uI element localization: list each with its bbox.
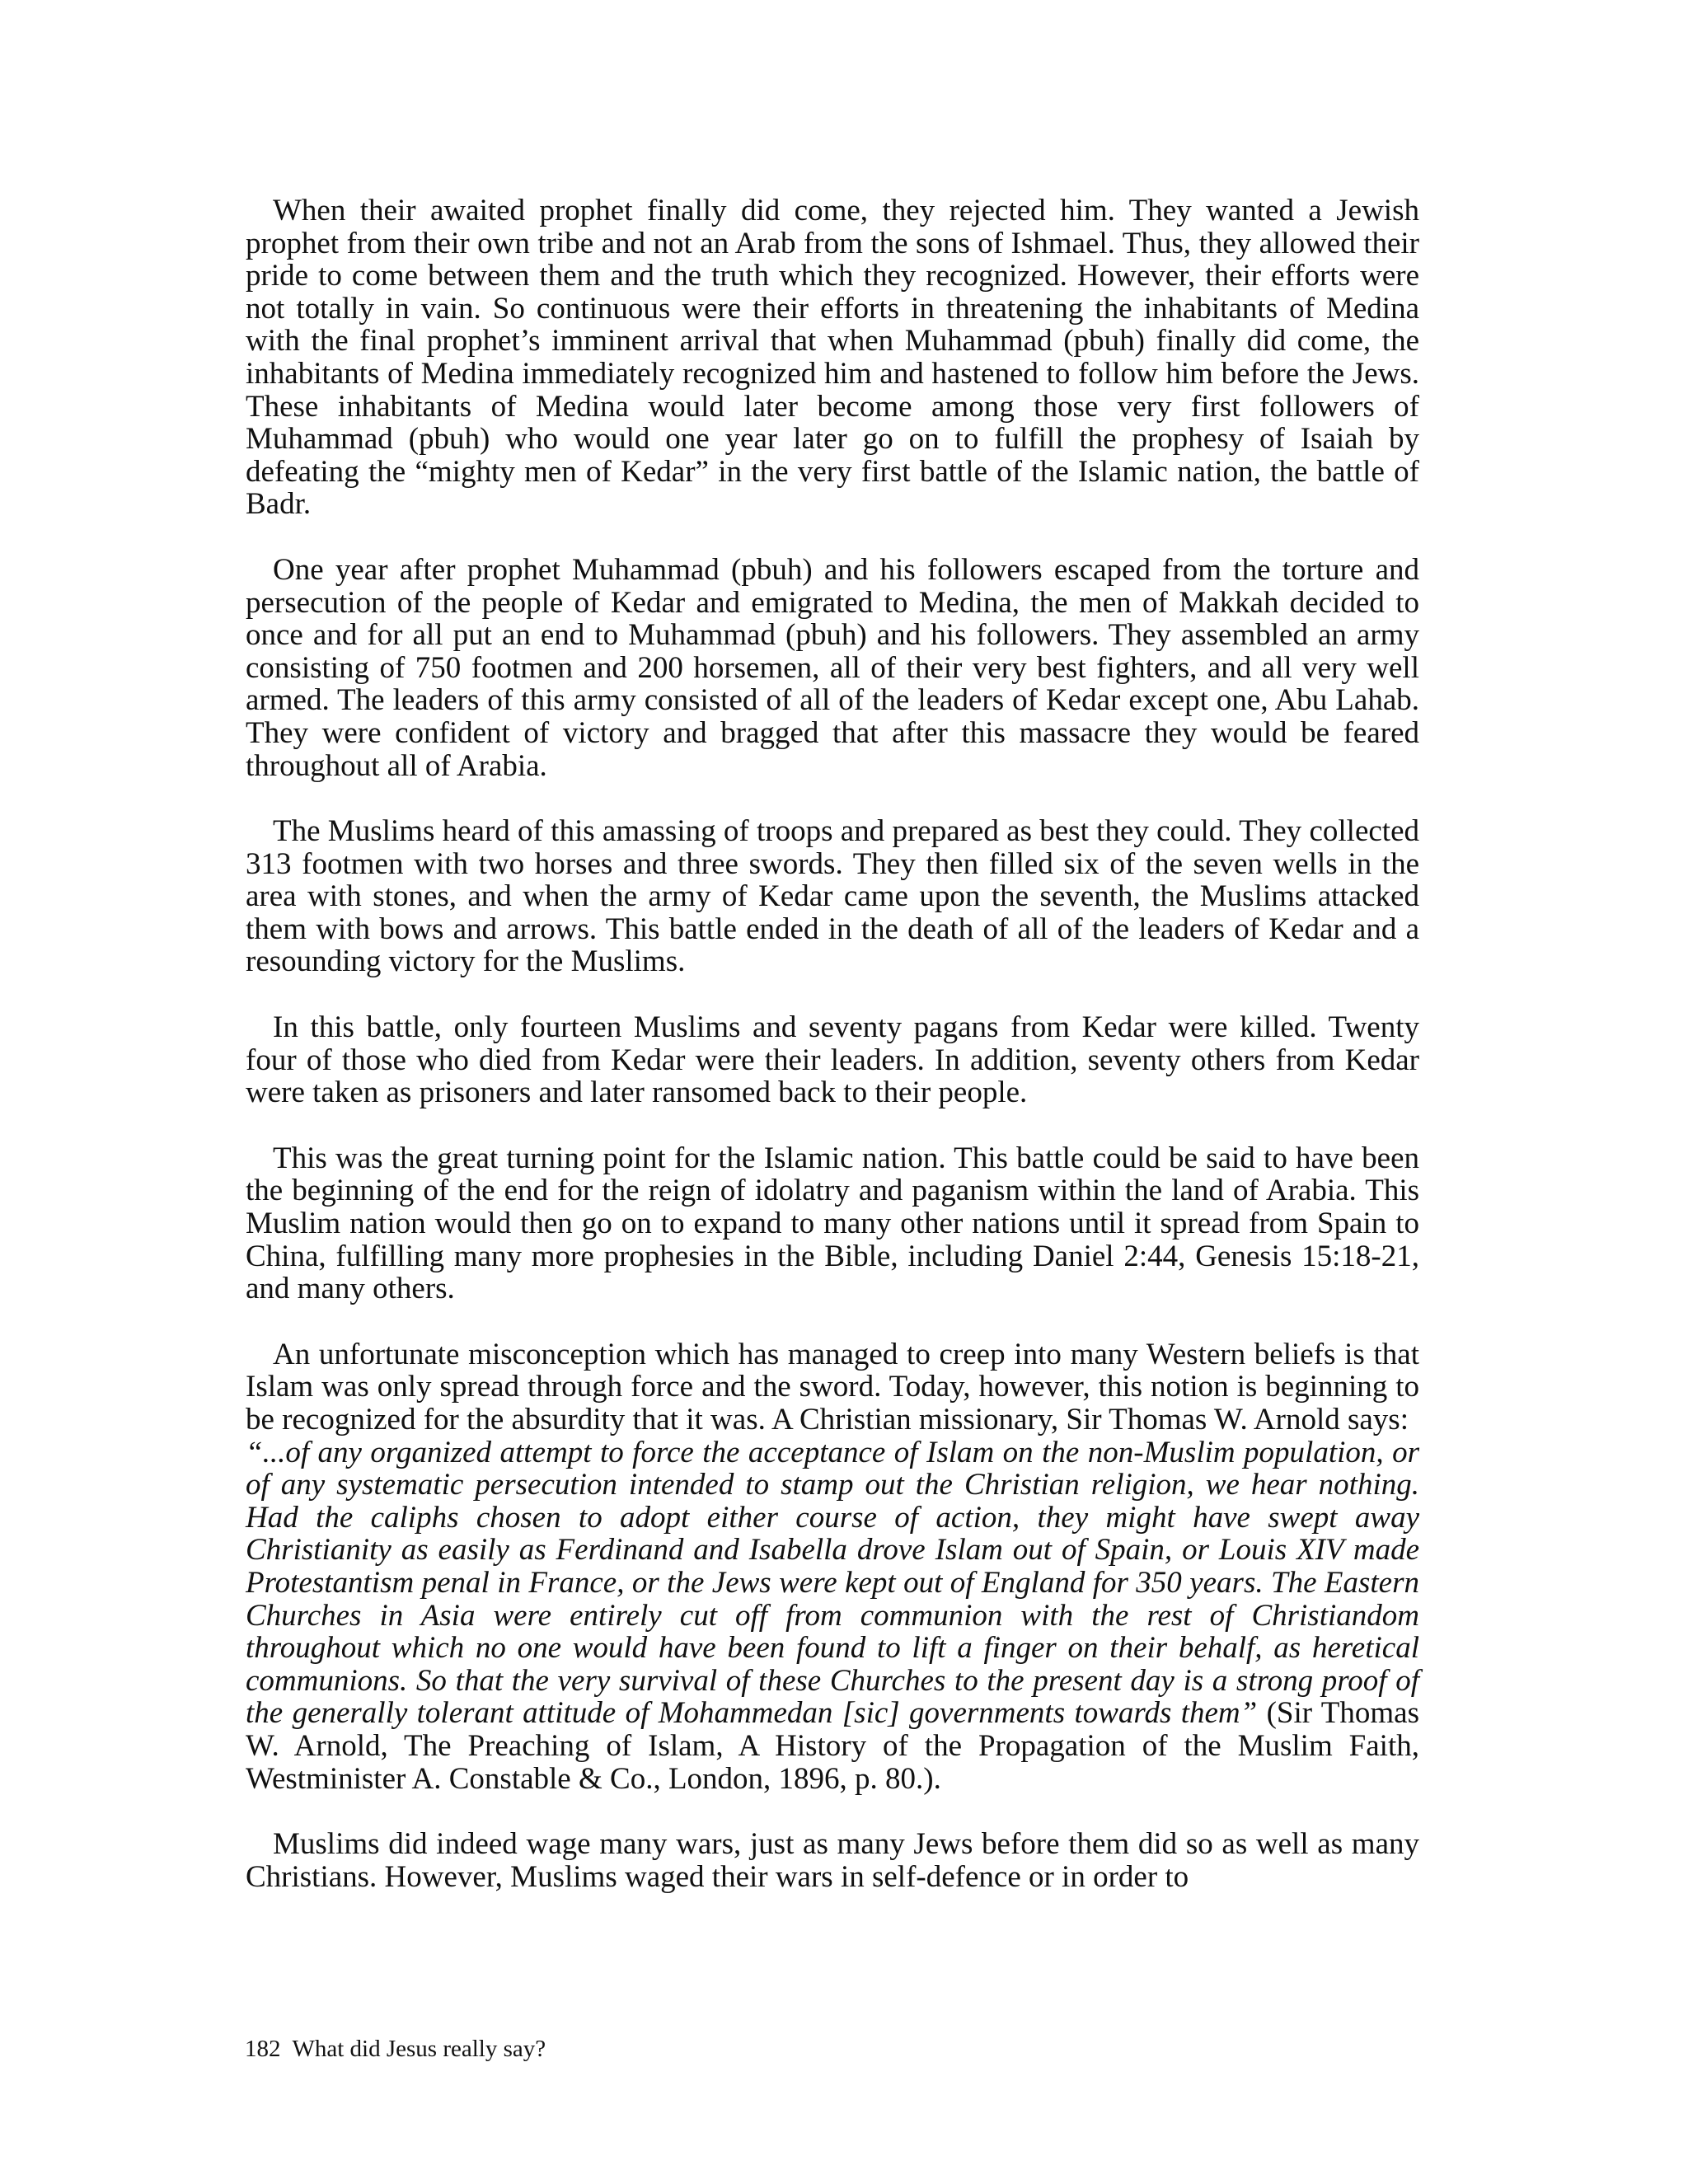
arnold-citation: (Sir Thomas W. Arnold, The Preaching of Islam, A History of the Propagation of the Muslim Faith, Westminister A. Constable & Co., London, 1896, p. 80.). xyxy=(246,1696,1419,1796)
arnold-quote: “...of any organized attempt to force the acceptance of Islam on the non-Muslim population, or of any systematic persecution intended to stamp out the Christian religion, we hear nothing. Had the caliphs chosen to adopt either course of action, they might have swept away Christianity as easily as Ferdinand and Isabella drove Islam out of Spain, or Louis XIV made Protestantism penal in France, or the Jews were kept out of England for 350 years. The Eastern Churches in Asia were entirely cut off from communion with the rest of Christiandom throughout which no one would have been found to lift a finger on their behalf, as heretical communions. So that the very survival of these Churches to the present day is a strong proof of the generally tolerant attitude of Mohammedan [sic] governments towards them” xyxy=(246,1435,1419,1731)
page-footer xyxy=(245,2036,546,2063)
book-title: What did Jesus really say? xyxy=(292,2036,546,2062)
paragraph-prophet-rejected: When their awaited prophet finally did come, they rejected him. They wanted a Jewish prophet from their own tribe and not an Arab from the sons of Ishmael. Thus, they allowed their pride to come between them and the truth which they recognized. However, their efforts were not totally in vain. So continuous were their efforts in threatening the inhabitants of Medina with the final prophet’s imminent arrival that when Muhammad (pbuh) finally did come, the inhabitants of Medina immediately recognized him and hastened to follow him before the Jews. These inhabitants of Medina would later become among those very first followers of Muhammad (pbuh) who would one year later go on to fulfill the prophesy of Isaiah by defeating the “mighty men of Kedar” in the very first battle of the Islamic nation, the battle of Badr. xyxy=(246,194,1419,522)
paragraph-turning-point: This was the great turning point for the Islamic nation. This battle could be said to have been the beginning of the end for the reign of idolatry and paganism within the land of Arabia. This Muslim nation would then go on to expand to many other nations until it spread from Spain to China, fulfilling many more prophesies in the Bible, including Daniel 2:44, Genesis 15:18-21, and many others. xyxy=(246,1141,1419,1306)
page-number: 182 xyxy=(245,2036,281,2062)
paragraph-muslim-defense: The Muslims heard of this amassing of troops and prepared as best they could. They collected 313 footmen with two horses and three swords. They then filled six of the seven wells in the area with stones, and when the army of Kedar came upon the seventh, the Muslims attacked them with bows and arrows. This battle ended in the death of all of the leaders of Kedar and a resounding victory for the Muslims. xyxy=(246,814,1419,979)
paragraph-misconception xyxy=(246,1338,1419,1795)
page-body xyxy=(246,194,1419,1926)
paragraph-battle-preparation: One year after prophet Muhammad (pbuh) and his followers escaped from the torture and persecution of the people of Kedar and emigrated to Medina, the men of Makkah decided to once and for all put an end to Muhammad (pbuh) and his followers. They assembled an army consisting of 750 footmen and 200 horsemen, all of their very best fighters, and all very well armed. The leaders of this army consisted of all of the leaders of Kedar except one, Abu Lahab. They were confident of victory and bragged that after this massacre they would be feared throughout all of Arabia. xyxy=(246,552,1419,783)
paragraph-battle-casualties: In this battle, only fourteen Muslims and seventy pagans from Kedar were killed. Twenty four of those who died from Kedar were their leaders. In addition, seventy others from Kedar were taken as prisoners and later ransomed back to their people. xyxy=(246,1010,1419,1110)
misconception-lead: An unfortunate misconception which has managed to creep into many Western beliefs is that Islam was only spread through force and the sword. Today, however, this notion is beginning to be recognized for the absurdity that it was. A Christian missionary, Sir Thomas W. Arnold says: xyxy=(246,1337,1419,1436)
paragraph-muslim-wars: Muslims did indeed wage many wars, just as many Jews before them did so as well as many Christians. However, Muslims waged their wars in self-defence or in order to xyxy=(246,1827,1419,1894)
